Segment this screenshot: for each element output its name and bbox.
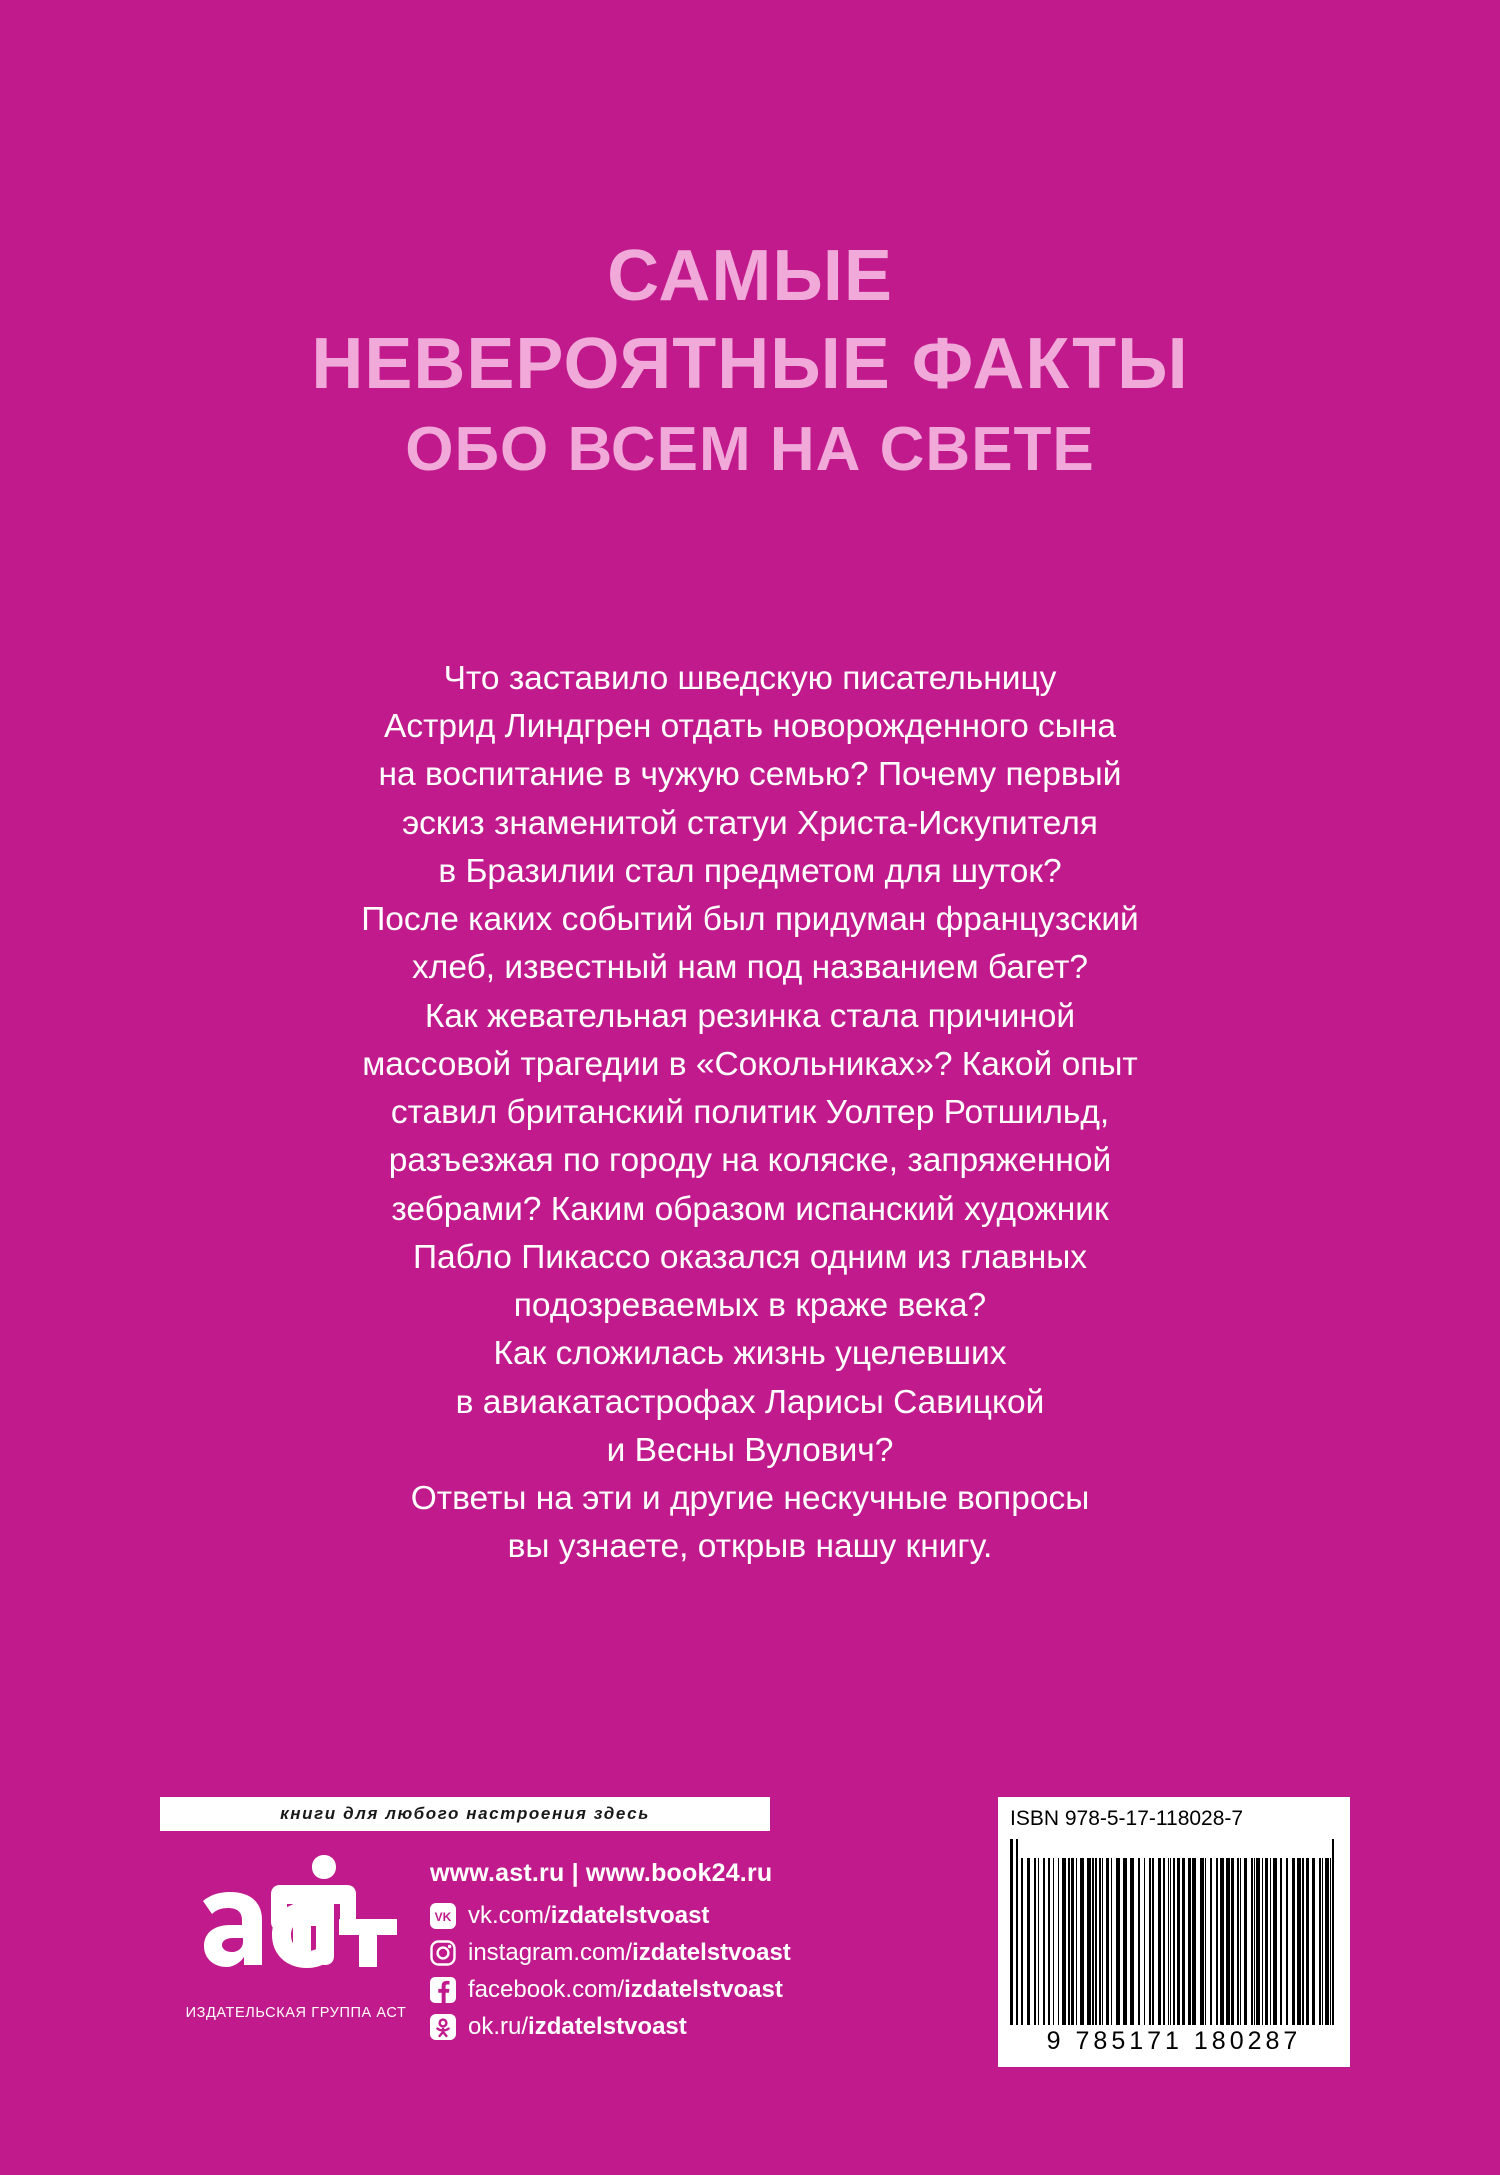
social-link-text bbox=[468, 1939, 791, 1967]
social-link-text bbox=[468, 1902, 709, 1930]
contacts-block bbox=[430, 1859, 791, 2050]
barcode-bar bbox=[1334, 1839, 1338, 2025]
blurb-line: вы узнаете, открыв нашу книгу. bbox=[507, 1528, 993, 1566]
website-line[interactable]: www.ast.ru | www.book24.ru bbox=[430, 1859, 773, 1887]
social-link-prefix: ok.ru/ bbox=[468, 2013, 529, 2040]
blurb-line: эскиз знаменитой статуи Христа-Искупителя bbox=[402, 804, 1098, 842]
barcode-block bbox=[998, 1797, 1350, 2067]
barcode-digits: 9 785171 180287 bbox=[1046, 2027, 1302, 2055]
title-line-3: ОБО ВСЕМ НА СВЕТЕ bbox=[405, 414, 1095, 484]
blurb-line: Как жевательная резинка стала причиной bbox=[424, 997, 1076, 1035]
social-link-row[interactable] bbox=[430, 2013, 791, 2041]
svg-text:VK: VK bbox=[434, 1910, 452, 1924]
tagline-text: книги для любого настроения здесь bbox=[280, 1804, 650, 1823]
blurb-line: и Весны Вулович? bbox=[606, 1431, 894, 1469]
publisher-logo bbox=[180, 1849, 412, 2021]
blurb-line: в Бразилии стал предметом для шуток? bbox=[438, 852, 1062, 890]
social-link-prefix: instagram.com/ bbox=[468, 1939, 633, 1966]
facebook-icon bbox=[430, 1977, 456, 2003]
isbn-text: ISBN 978-5-17-118028-7 bbox=[1010, 1807, 1244, 1830]
social-link-handle: izdatelstvoast bbox=[550, 1902, 710, 1929]
cover-title bbox=[0, 238, 1500, 482]
blurb-line: массовой трагедии в «Сокольниках»? Какой опыт bbox=[362, 1045, 1138, 1083]
blurb-line: Что заставило шведскую писательницу bbox=[443, 660, 1057, 697]
title-line-2: НЕВЕРОЯТНЫЕ ФАКТЫ bbox=[311, 324, 1189, 405]
blurb-line: Пабло Пикассо оказался одним из главных bbox=[412, 1238, 1088, 1276]
ast-logo-icon bbox=[189, 1849, 404, 1999]
blurb-line: После каких событий был придуман французский bbox=[361, 901, 1139, 939]
social-link-prefix: vk.com/ bbox=[468, 1902, 551, 1929]
blurb-line: зебрами? Каким образом испанский художник bbox=[391, 1190, 1109, 1228]
odnoklassniki-icon bbox=[430, 2014, 456, 2040]
blurb-line: Как сложилась жизнь уцелевших bbox=[493, 1335, 1007, 1373]
cover-footer bbox=[150, 1797, 1350, 2087]
title-line-1: САМЫЕ bbox=[607, 236, 893, 316]
blurb-line: на воспитание в чужую семью? Почему первый bbox=[378, 756, 1122, 794]
blurb-line: ставил британский политик Уолтер Ротшильд, bbox=[390, 1094, 1110, 1132]
instagram-icon bbox=[430, 1940, 456, 1966]
social-link-handle: izdatelstvoast bbox=[528, 2013, 687, 2040]
social-link-row[interactable] bbox=[430, 1976, 791, 2004]
social-link-text bbox=[468, 2013, 687, 2041]
blurb-line: хлеб, известный нам под названием багет? bbox=[412, 949, 1088, 987]
blurb-line: Астрид Линдгрен отдать новорожденного сына bbox=[383, 708, 1116, 746]
tagline-banner bbox=[160, 1797, 770, 1831]
cover-blurb bbox=[0, 655, 1500, 1571]
social-link-row[interactable] bbox=[430, 1902, 791, 1930]
social-link-prefix: facebook.com/ bbox=[468, 1976, 625, 2003]
social-link-handle: izdatelstvoast bbox=[632, 1939, 791, 1966]
social-link-text bbox=[468, 1976, 783, 2004]
social-links bbox=[430, 1902, 791, 2041]
blurb-line: в авиакатастрофах Ларисы Савицкой bbox=[455, 1383, 1045, 1421]
blurb-line: подозреваемых в краже века? bbox=[513, 1287, 987, 1325]
social-link-handle: izdatelstvoast bbox=[624, 1976, 783, 2003]
blurb-line: Ответы на эти и другие нескучные вопросы bbox=[410, 1479, 1090, 1517]
blurb-line: разъезжая по городу на коляске, запряженной bbox=[388, 1142, 1112, 1180]
barcode-bars bbox=[1010, 1839, 1338, 2025]
social-link-row[interactable] bbox=[430, 1939, 791, 1967]
publisher-caption: ИЗДАТЕЛЬСКАЯ ГРУППА АСТ bbox=[185, 2005, 407, 2021]
vk-icon bbox=[430, 1903, 456, 1929]
